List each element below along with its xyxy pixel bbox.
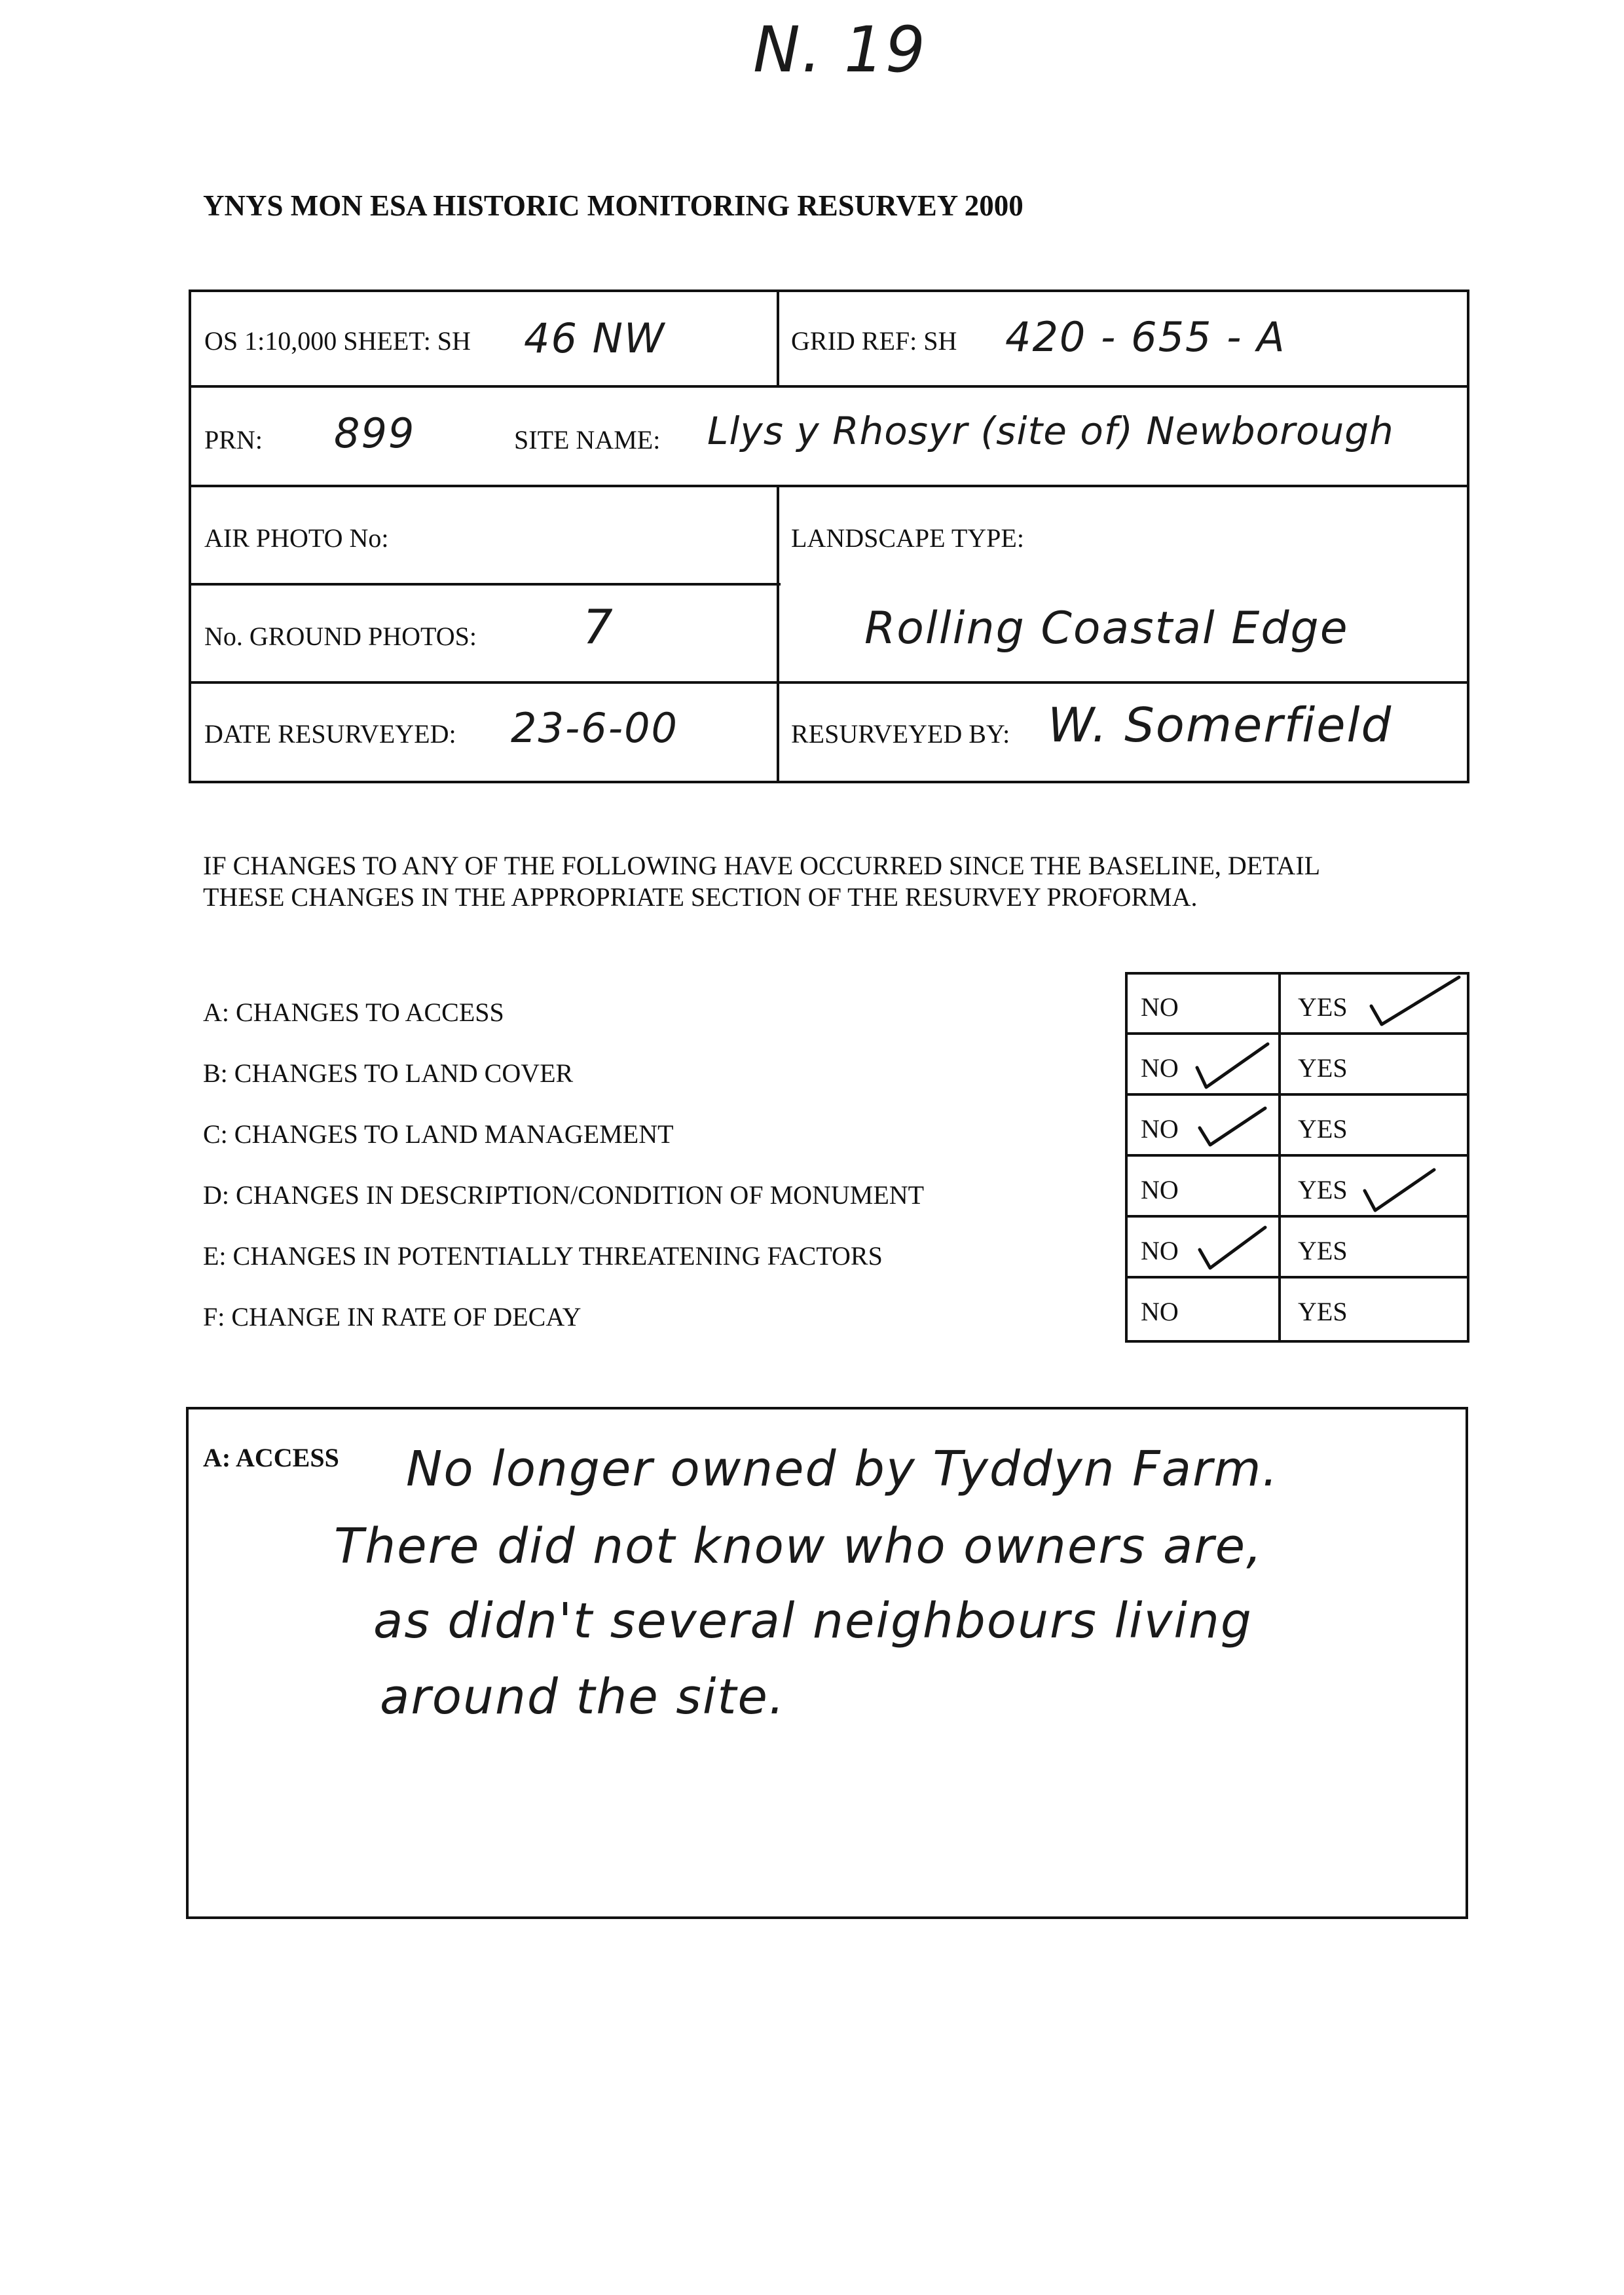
resurveyed-by-value[interactable]: W. Somerfield [1048, 698, 1393, 753]
tick-mark-icon [1357, 1161, 1442, 1216]
change-row-access: A: CHANGES TO ACCESS [203, 998, 504, 1027]
prn-value[interactable]: 899 [334, 409, 416, 457]
no-option-c[interactable]: NO [1141, 1114, 1179, 1144]
prn-label: PRN: [204, 425, 263, 455]
ground-photos-label: No. GROUND PHOTOS: [204, 622, 477, 651]
date-resurveyed-value[interactable]: 23-6-00 [511, 704, 678, 752]
tick-mark-icon [1190, 1035, 1276, 1094]
change-row-land-cover: B: CHANGES TO LAND COVER [203, 1058, 574, 1088]
instructions-line-1: IF CHANGES TO ANY OF THE FOLLOWING HAVE OCCURRED SINCE THE BASELINE, DETAIL [203, 851, 1321, 880]
no-option-f[interactable]: NO [1141, 1297, 1179, 1326]
page-title: YNYS MON ESA HISTORIC MONITORING RESURVEY 2000 [203, 189, 1024, 222]
site-name-label: SITE NAME: [514, 425, 661, 455]
yes-option-a[interactable]: YES [1298, 992, 1348, 1022]
yes-option-b[interactable]: YES [1298, 1053, 1348, 1083]
tick-mark-icon [1362, 973, 1467, 1032]
landscape-type-label: LANDSCAPE TYPE: [791, 523, 1024, 553]
no-option-d[interactable]: NO [1141, 1175, 1179, 1204]
access-note-line-4[interactable]: around the site. [380, 1669, 786, 1725]
tick-mark-icon [1193, 1099, 1272, 1151]
resurveyed-by-label: RESURVEYED BY: [791, 719, 1010, 749]
change-row-monument-condition: D: CHANGES IN DESCRIPTION/CONDITION OF MONUMENT [203, 1180, 925, 1210]
site-name-value[interactable]: Llys y Rhosyr (site of) Newborough [707, 409, 1394, 453]
access-section-label: A: ACCESS [203, 1443, 339, 1472]
no-option-a[interactable]: NO [1141, 992, 1179, 1022]
instructions-line-2: THESE CHANGES IN THE APPROPRIATE SECTION OF THE RESURVEY PROFORMA. [203, 882, 1198, 912]
os-sheet-value[interactable]: 46 NW [524, 314, 666, 362]
access-note-line-3[interactable]: as didn't several neighbours living [373, 1593, 1253, 1649]
no-option-e[interactable]: NO [1141, 1236, 1179, 1265]
yes-option-c[interactable]: YES [1298, 1114, 1348, 1144]
change-row-land-management: C: CHANGES TO LAND MANAGEMENT [203, 1119, 674, 1149]
yes-option-f[interactable]: YES [1298, 1297, 1348, 1326]
ground-photos-value[interactable]: 7 [583, 599, 614, 654]
page-number: N. 19 [753, 13, 927, 86]
access-note-line-1[interactable]: No longer owned by Tyddyn Farm. [406, 1441, 1280, 1497]
grid-ref-label: GRID REF: SH [791, 326, 957, 356]
grid-ref-value[interactable]: 420 - 655 - A [1005, 313, 1286, 361]
os-sheet-label: OS 1:10,000 SHEET: SH [204, 326, 471, 356]
tick-mark-icon [1193, 1220, 1272, 1275]
air-photo-label: AIR PHOTO No: [204, 523, 389, 553]
yes-option-d[interactable]: YES [1298, 1175, 1348, 1204]
access-note-line-2[interactable]: There did not know who owners are, [334, 1518, 1263, 1575]
date-resurveyed-label: DATE RESURVEYED: [204, 719, 456, 749]
no-option-b[interactable]: NO [1141, 1053, 1179, 1083]
landscape-type-value[interactable]: Rolling Coastal Edge [864, 603, 1349, 654]
change-row-rate-of-decay: F: CHANGE IN RATE OF DECAY [203, 1302, 581, 1332]
yes-option-e[interactable]: YES [1298, 1236, 1348, 1265]
change-row-threatening-factors: E: CHANGES IN POTENTIALLY THREATENING FACTORS [203, 1241, 883, 1271]
